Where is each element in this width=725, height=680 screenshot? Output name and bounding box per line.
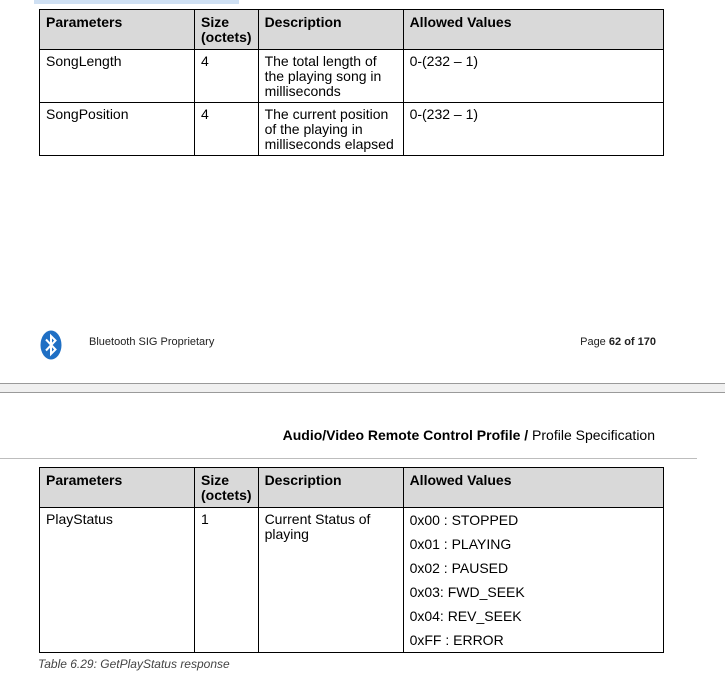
cell-allowed: 0-(232 – 1): [403, 50, 663, 103]
cell-description: Current Status of playing: [258, 508, 403, 653]
status-value: 0x02 : PAUSED: [409, 560, 509, 576]
page-footer: [40, 330, 660, 360]
header-parameters: Parameters: [40, 468, 195, 508]
status-value: 0x00 : STOPPED: [409, 512, 519, 528]
cell-parameter: PlayStatus: [40, 508, 195, 653]
parameters-table-bottom: [39, 467, 664, 653]
cell-parameter: SongLength: [40, 50, 195, 103]
status-value: 0x03: FWD_SEEK: [409, 584, 525, 600]
table-row: [40, 508, 664, 653]
cell-description: The current position of the playing in milliseconds elapsed: [258, 103, 403, 156]
status-value: 0xFF : ERROR: [409, 632, 504, 648]
header-size: Size (octets): [195, 10, 259, 50]
header-rule: [0, 458, 697, 459]
header-description: Description: [258, 10, 403, 50]
text-highlight: [34, 0, 239, 4]
header-parameters: Parameters: [40, 10, 195, 50]
header-size: Size (octets): [195, 468, 259, 508]
table-header-row: [40, 10, 664, 50]
cell-description: The total length of the playing song in milliseconds: [258, 50, 403, 103]
page-break-divider: [0, 383, 725, 393]
footer-page-number: Page 62 of 170: [580, 336, 656, 348]
bluetooth-icon: [40, 330, 62, 360]
cell-parameter: SongPosition: [40, 103, 195, 156]
footer-proprietary-text: Bluetooth SIG Proprietary: [89, 336, 215, 348]
table-header-row: [40, 468, 664, 508]
cell-allowed-values: [403, 508, 663, 653]
header-allowed-values: Allowed Values: [403, 10, 663, 50]
table-row: [40, 103, 664, 156]
table-caption: Table 6.29: GetPlayStatus response: [38, 657, 230, 671]
status-value: 0x01 : PLAYING: [409, 536, 512, 552]
parameters-table-top: [39, 9, 664, 156]
cell-size: 4: [195, 103, 259, 156]
header-description: Description: [258, 468, 403, 508]
cell-allowed: 0-(232 – 1): [403, 103, 663, 156]
page-header-title: Audio/Video Remote Control Profile / Profile Specification: [282, 427, 655, 443]
cell-size: 1: [195, 508, 259, 653]
header-allowed-values: Allowed Values: [403, 468, 663, 508]
table-row: [40, 50, 664, 103]
cell-size: 4: [195, 50, 259, 103]
status-value: 0x04: REV_SEEK: [409, 608, 522, 624]
